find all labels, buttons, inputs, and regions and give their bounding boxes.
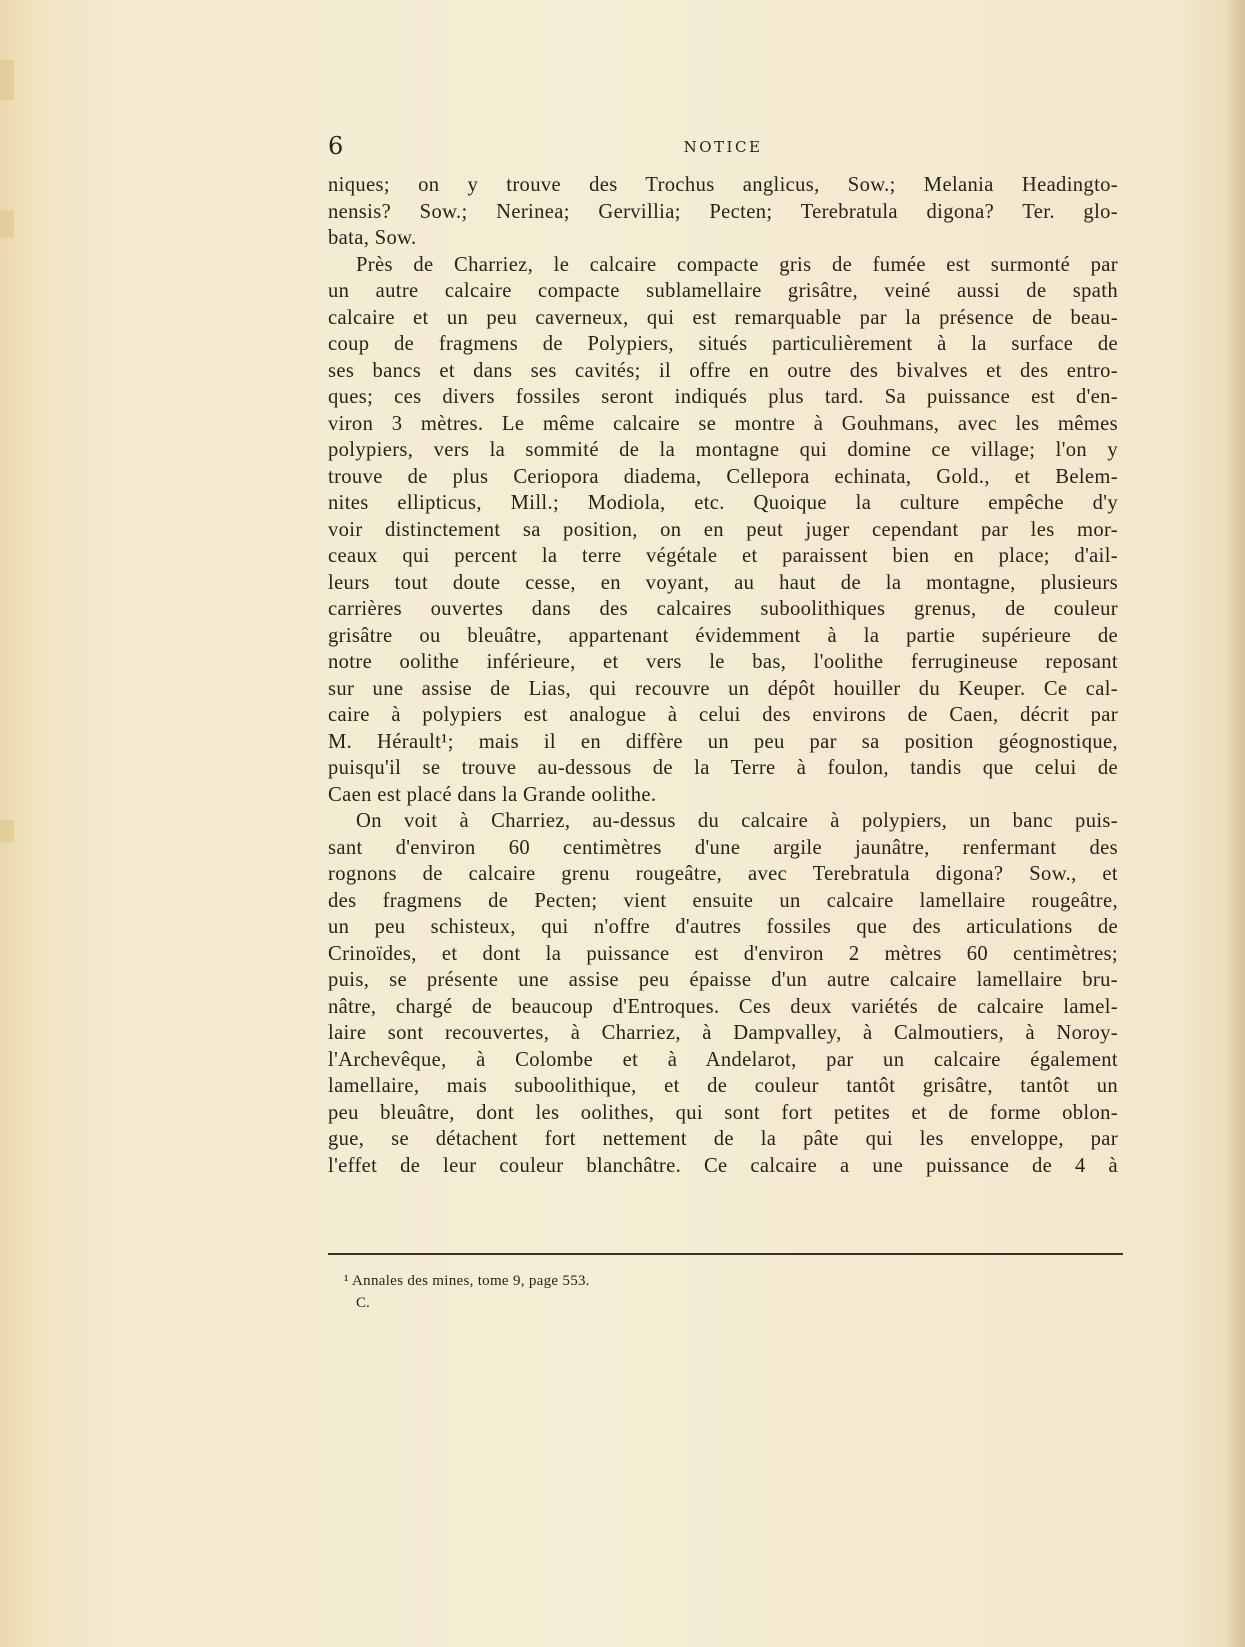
text-line: ses bancs et dans ses cavités; il offre en outre des bivalves et des entro- bbox=[328, 359, 1118, 382]
text-line: trouve de plus Ceriopora diadema, Cellepora echinata, Gold., et Belem- bbox=[328, 465, 1118, 488]
text-line: leurs tout doute cesse, en voyant, au haut de la montagne, plusieurs bbox=[328, 571, 1118, 594]
text-line: calcaire et un peu caverneux, qui est remarquable par la présence de beau- bbox=[328, 306, 1118, 329]
text-line: coup de fragmens de Polypiers, situés particulièrement à la surface de bbox=[328, 333, 1118, 355]
text-line: carrières ouvertes dans des calcaires suboolithiques grenus, de couleur bbox=[328, 598, 1118, 620]
paper-stain bbox=[0, 60, 14, 100]
text-line: grisâtre ou bleuâtre, appartenant évidemment à la partie supérieure de bbox=[328, 624, 1118, 647]
text-line: polypiers, vers la sommité de la montagne qui domine ce village; l'on y bbox=[328, 439, 1118, 461]
footnote-signature: C. bbox=[356, 1295, 370, 1311]
text-line: puis, se présente une assise peu épaisse d'un autre calcaire lamellaire bru- bbox=[328, 969, 1118, 991]
text-line: niques; on y trouve des Trochus anglicus, Sow.; Melania Headingto- bbox=[328, 174, 1118, 196]
text-line: bata, Sow. bbox=[328, 227, 417, 249]
text-line: M. Hérault¹; mais il en diffère un peu par sa position géognostique, bbox=[328, 730, 1118, 753]
text-line: nâtre, chargé de beaucoup d'Entroques. Ces deux variétés de calcaire lamel- bbox=[328, 995, 1118, 1018]
text-line: peu bleuâtre, dont les oolithes, qui sont fort petites et de forme oblon- bbox=[328, 1101, 1118, 1124]
text-line: gue, se détachent fort nettement de la pâte qui les enveloppe, par bbox=[328, 1128, 1118, 1150]
text-line: viron 3 mètres. Le même calcaire se montre à Gouhmans, avec les mêmes bbox=[328, 412, 1118, 435]
text-line: un autre calcaire compacte sublamellaire grisâtre, veiné aussi de spath bbox=[328, 280, 1118, 302]
text-line: l'Archevêque, à Colombe et à Andelarot, par un calcaire également bbox=[328, 1048, 1118, 1071]
text-line: Crinoïdes, et dont la puissance est d'environ 2 mètres 60 centimètres; bbox=[328, 942, 1118, 965]
text-line: sur une assise de Lias, qui recouvre un dépôt houiller du Keuper. Ce cal- bbox=[328, 677, 1118, 700]
page-edge-shadow bbox=[1227, 0, 1245, 1647]
text-line: nites ellipticus, Mill.; Modiola, etc. Quoique la culture empêche d'y bbox=[328, 492, 1118, 514]
text-line: sant d'environ 60 centimètres d'une argile jaunâtre, renfermant des bbox=[328, 836, 1118, 859]
text-line: puisqu'il se trouve au-dessous de la Terre à foulon, tandis que celui de bbox=[328, 757, 1118, 779]
footnote-divider bbox=[328, 1253, 1123, 1255]
footnote: ¹ Annales des mines, tome 9, page 553. bbox=[344, 1273, 590, 1289]
body-text bbox=[328, 172, 1118, 1179]
paper-stain bbox=[0, 820, 14, 842]
text-line: un peu schisteux, qui n'offre d'autres fossiles que des articulations de bbox=[328, 916, 1118, 938]
text-line: nensis? Sow.; Nerinea; Gervillia; Pecten; Terebratula digona? Ter. glo- bbox=[328, 200, 1118, 223]
text-line: ques; ces divers fossiles seront indiqués plus tard. Sa puissance est d'en- bbox=[328, 386, 1118, 408]
text-line: Caen est placé dans la Grande oolithe. bbox=[328, 783, 657, 806]
text-line: notre oolithe inférieure, et vers le bas, l'oolithe ferrugineuse reposant bbox=[328, 651, 1118, 673]
text-line: On voit à Charriez, au-dessus du calcaire à polypiers, un banc puis- bbox=[356, 810, 1118, 832]
text-line: Près de Charriez, le calcaire compacte gris de fumée est surmonté par bbox=[356, 253, 1118, 276]
paper-stain bbox=[0, 210, 14, 238]
text-line: laire sont recouvertes, à Charriez, à Dampvalley, à Calmoutiers, à Noroy- bbox=[328, 1022, 1118, 1044]
running-head: NOTICE bbox=[683, 138, 763, 156]
text-line: l'effet de leur couleur blanchâtre. Ce calcaire a une puissance de 4 à bbox=[328, 1154, 1118, 1177]
text-line: voir distinctement sa position, on en peut juger cependant par les mor- bbox=[328, 518, 1118, 541]
page-number: 6 bbox=[328, 132, 344, 160]
text-line: rognons de calcaire grenu rougeâtre, avec Terebratula digona? Sow., et bbox=[328, 863, 1118, 885]
text-line: des fragmens de Pecten; vient ensuite un calcaire lamellaire rougeâtre, bbox=[328, 889, 1118, 912]
page-header bbox=[328, 132, 1118, 166]
text-line: ceaux qui percent la terre végétale et paraissent bien en place; d'ail- bbox=[328, 545, 1118, 567]
text-line: caire à polypiers est analogue à celui des environs de Caen, décrit par bbox=[328, 704, 1118, 726]
text-line: lamellaire, mais suboolithique, et de couleur tantôt grisâtre, tantôt un bbox=[328, 1075, 1118, 1097]
